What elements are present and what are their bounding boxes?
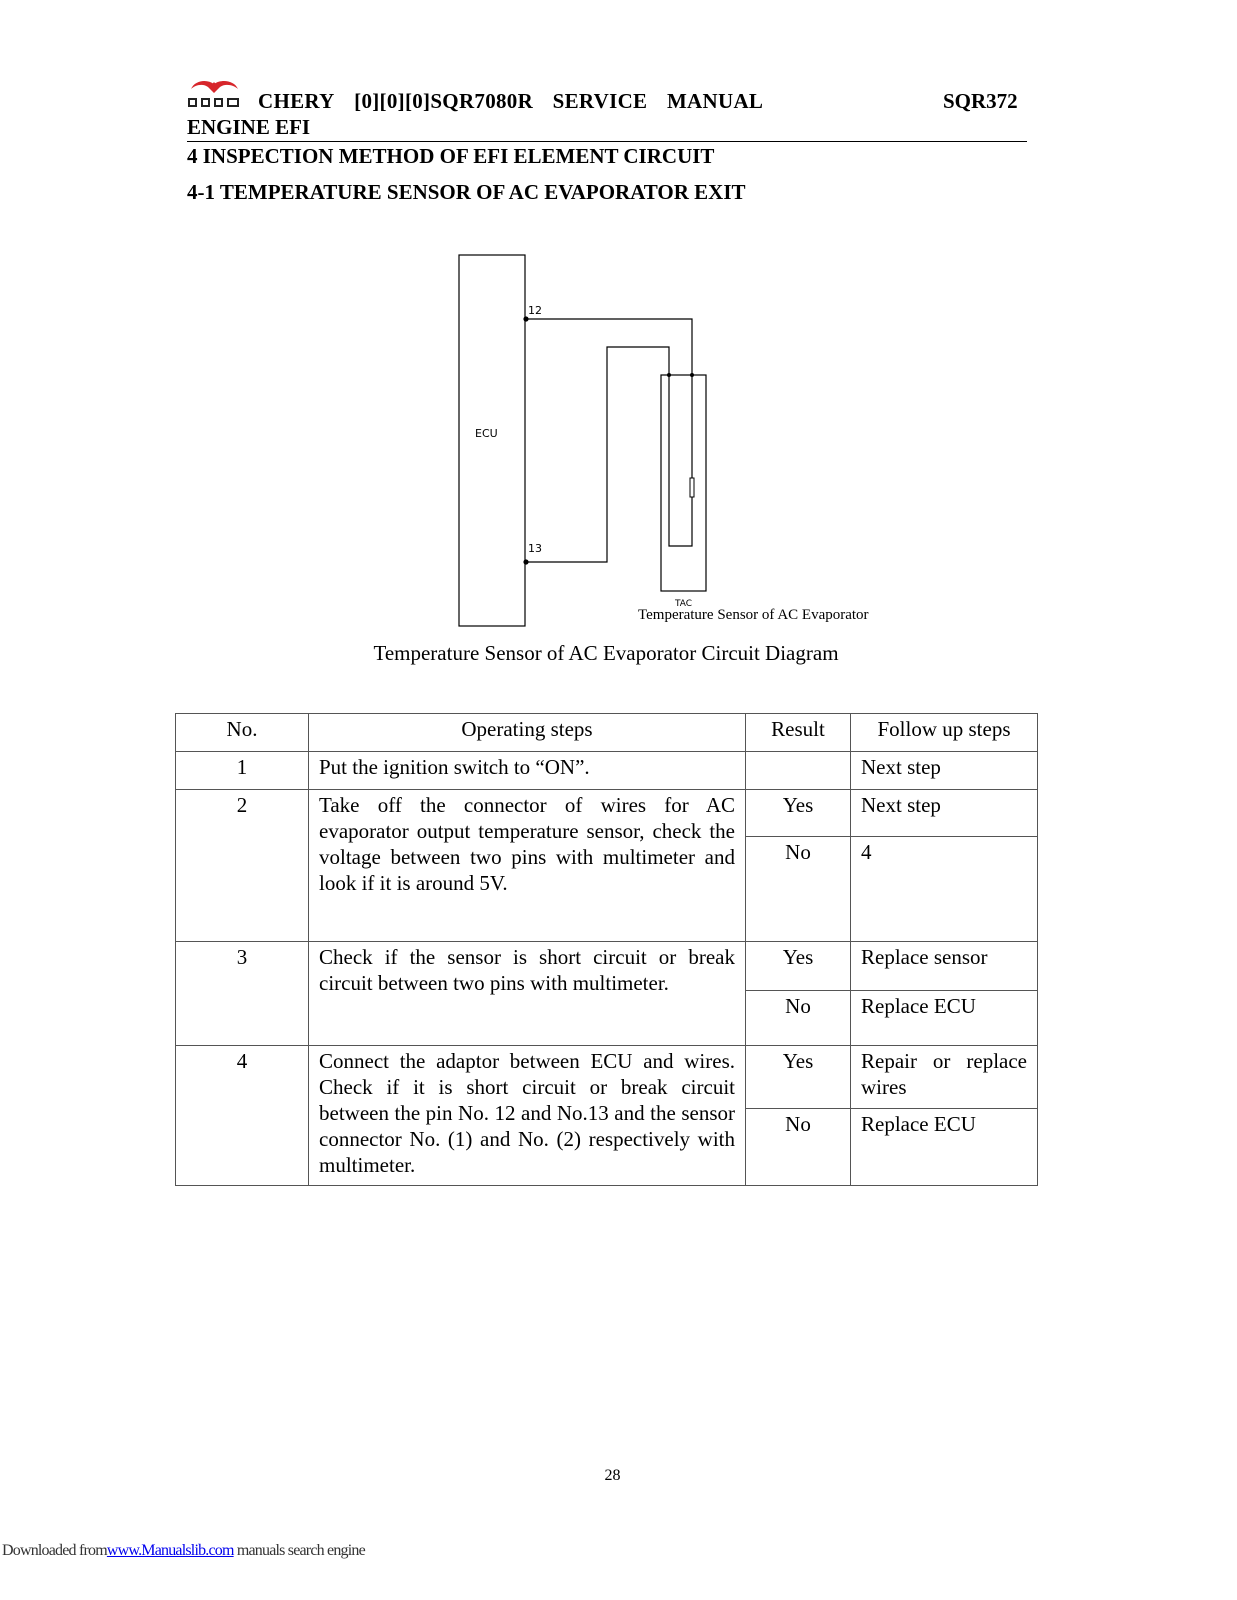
step-no: 3 [176, 942, 309, 1046]
header-model-codes: [0][0][0]SQR7080R [354, 89, 534, 113]
figure-caption: Temperature Sensor of AC Evaporator Circuit Diagram [373, 641, 839, 665]
step-text: Put the ignition switch to “ON”. [309, 752, 746, 790]
header-follow-up: Follow up steps [851, 714, 1038, 752]
sensor-internal-loop [669, 375, 692, 546]
inspection-table [175, 713, 1038, 1186]
step-text: Check if the sensor is short circuit or break circuit between two pins with multimeter. [309, 942, 746, 1046]
table-row [176, 752, 1038, 790]
footer-suffix: manuals search engine [233, 1542, 365, 1559]
step-text: Connect the adaptor between ECU and wires. Check if it is short circuit or break circuit between the pin No. 12 and No.13 and the sensor connector No. (1) and No. (2) respectively with multimeter. [309, 1046, 746, 1186]
step-no: 1 [176, 752, 309, 790]
step-result [746, 752, 851, 790]
manualslib-link[interactable]: www.Manualslib.com [106, 1542, 234, 1559]
header-title [258, 89, 777, 114]
header-no: No. [176, 714, 309, 752]
header-subtitle: ENGINE EFI [187, 115, 311, 139]
sensor-code-label: TAC [675, 599, 693, 609]
header-brand: CHERY [258, 89, 335, 113]
sensor-caption: Temperature Sensor of AC Evaporator [638, 607, 869, 623]
thermistor-symbol [690, 478, 694, 497]
header-engine-code: SQR372 [943, 89, 1018, 113]
footer [2, 1542, 365, 1560]
step-result: Yes [746, 942, 851, 991]
header-result: Result [746, 714, 851, 752]
table-row [176, 942, 1038, 991]
step-text: Take off the connector of wires for AC evaporator output temperature sensor, check the voltage between two pins with multimeter and look if it is around 5V. [309, 790, 746, 942]
step-result: No [746, 1109, 851, 1186]
footer-prefix: Downloaded from [2, 1542, 107, 1559]
page-number: 28 [604, 1467, 621, 1484]
pin-12-label: 12 [528, 304, 542, 317]
step-follow-up: Repair or replace wires [851, 1046, 1038, 1109]
wire-pin-13 [526, 347, 669, 562]
section-title: 4 INSPECTION METHOD OF EFI ELEMENT CIRCUIT [187, 144, 715, 168]
header-manual: MANUAL [666, 89, 764, 113]
header-divider [187, 141, 1027, 142]
pin-13-dot [523, 559, 528, 564]
step-no: 2 [176, 790, 309, 942]
step-result: Yes [746, 1046, 851, 1109]
circuit-diagram [440, 245, 920, 640]
header-service: SERVICE [552, 89, 648, 113]
step-follow-up: Next step [851, 790, 1038, 837]
step-result: No [746, 837, 851, 942]
step-follow-up: Replace ECU [851, 1109, 1038, 1186]
table-row [176, 1046, 1038, 1109]
table-row [176, 790, 1038, 837]
step-follow-up: Next step [851, 752, 1038, 790]
header-operating-steps: Operating steps [309, 714, 746, 752]
ecu-box [459, 255, 525, 626]
table-header-row [176, 714, 1038, 752]
pin-12-dot [523, 316, 528, 321]
step-follow-up: 4 [851, 837, 1038, 942]
sensor-box [661, 375, 706, 591]
chery-logo-icon [187, 78, 242, 110]
step-follow-up: Replace sensor [851, 942, 1038, 991]
section-subtitle: 4-1 TEMPERATURE SENSOR OF AC EVAPORATOR EXIT [187, 180, 746, 204]
step-follow-up: Replace ECU [851, 991, 1038, 1046]
step-result: Yes [746, 790, 851, 837]
step-result: No [746, 991, 851, 1046]
step-no: 4 [176, 1046, 309, 1186]
ecu-label: ECU [475, 427, 498, 440]
pin-13-label: 13 [528, 542, 542, 555]
